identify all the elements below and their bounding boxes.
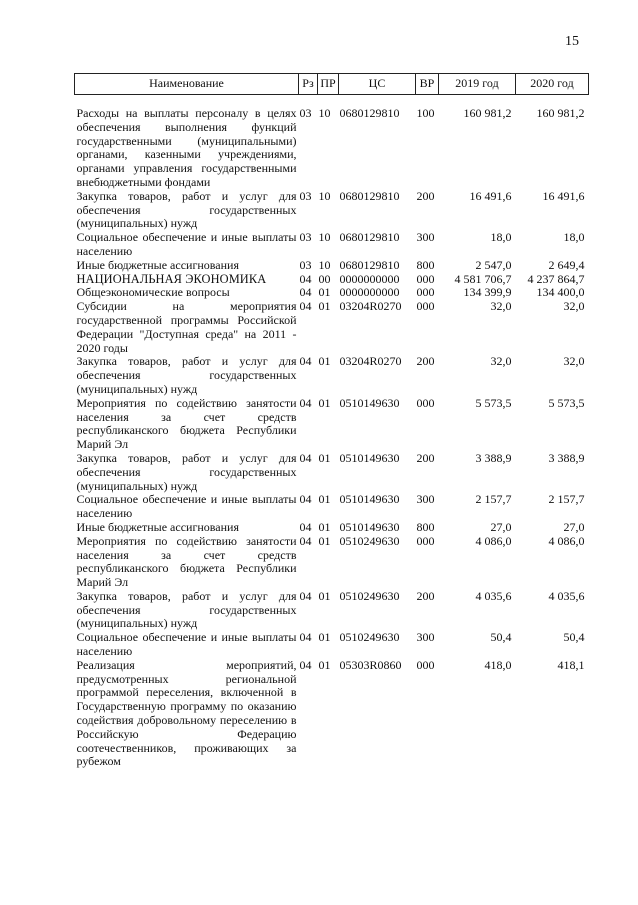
row-2019-cell: 50,4 (490, 630, 512, 645)
row-2019-cell: 4 086,0 (475, 533, 512, 548)
row-cs-cell: 0510149630 (339, 395, 400, 410)
table-row (75, 631, 589, 659)
row-cs-cell: 03204R0270 (339, 299, 402, 314)
table-row (75, 452, 589, 493)
row-name-cell: Общеэкономические вопросы (76, 285, 230, 300)
table-row (75, 535, 589, 590)
row-cs-cell: 0680129810 (339, 106, 400, 120)
table-row (75, 521, 589, 535)
table-header (75, 74, 589, 95)
row-vr-cell: 200 (416, 354, 435, 369)
row-vr-cell: 200 (416, 188, 435, 203)
row-vr-cell: 000 (416, 271, 435, 286)
row-2020-cell: 2 649,4 (548, 257, 585, 272)
row-cs-cell: 0510249630 (339, 533, 400, 548)
row-rz-cell: 04 (299, 533, 312, 548)
row-vr-cell: 200 (416, 588, 435, 603)
row-2019-cell: 3 388,9 (475, 450, 512, 465)
header-cs: ЦС (339, 74, 416, 95)
row-name-cell: Реализация мероприятий, предусмотренных региональной программой переселения, включенной в Государственную программу по оказанию содействия добровольному переселению в Российскую Федерацию соотечественников, проживающих за рубежом (76, 657, 297, 769)
row-rz-cell: 04 (299, 657, 312, 672)
row-name-cell: Закупка товаров, работ и услуг для обеспечения государственных (муниципальных) нужд (76, 450, 297, 493)
table-row (75, 397, 589, 452)
row-2019-cell: 32,0 (490, 299, 512, 314)
row-vr-cell: 000 (416, 395, 435, 410)
row-cs-cell: 0510149630 (339, 519, 400, 534)
row-rz-cell: 03 (299, 257, 312, 272)
row-name-cell: Расходы на выплаты персоналу в целях обеспечения выполнения функций государственными (муниципальными) органами, казенными учреждениями, органами управления государственными внебюджетными фондами (76, 106, 297, 189)
row-cs-cell: 05303R0860 (339, 657, 402, 672)
row-rz-cell: 04 (299, 630, 312, 645)
table-body (75, 95, 589, 770)
row-name-cell: Социальное обеспечение и иные выплаты населению (76, 230, 297, 258)
row-cs-cell: 0510149630 (339, 492, 400, 507)
row-pr-cell: 01 (318, 657, 331, 672)
row-pr-cell: 10 (318, 188, 331, 203)
row-2020-cell: 2 157,7 (548, 492, 585, 507)
row-2020-cell: 4 086,0 (548, 533, 585, 548)
row-pr-cell: 01 (318, 492, 331, 507)
row-2019-cell: 2 547,0 (475, 257, 512, 272)
row-vr-cell: 200 (416, 450, 435, 465)
row-pr-cell: 00 (318, 271, 331, 286)
row-pr-cell: 01 (318, 285, 331, 300)
row-name-cell: Иные бюджетные ассигнования (76, 519, 239, 534)
row-vr-cell: 000 (416, 285, 435, 300)
row-rz-cell: 04 (299, 354, 312, 369)
row-2019-cell: 4 581 706,7 (454, 271, 512, 286)
table-row (75, 659, 589, 769)
row-vr-cell: 300 (416, 630, 435, 645)
row-pr-cell: 10 (318, 257, 331, 272)
row-pr-cell: 10 (318, 230, 331, 245)
header-2019: 2019 год (439, 74, 516, 95)
row-pr-cell: 01 (318, 395, 331, 410)
table-row (75, 493, 589, 521)
row-cs-cell: 0510249630 (339, 588, 400, 603)
row-2020-cell: 4 237 864,7 (527, 271, 585, 286)
row-2020-cell: 27,0 (563, 519, 585, 534)
row-pr-cell: 01 (318, 533, 331, 548)
row-2020-cell: 50,4 (563, 630, 585, 645)
row-vr-cell: 000 (416, 657, 435, 672)
row-pr-cell: 01 (318, 450, 331, 465)
header-2020: 2020 год (516, 74, 589, 95)
row-pr-cell: 01 (318, 354, 331, 369)
row-2020-cell: 418,1 (557, 657, 585, 672)
row-rz-cell: 04 (299, 271, 312, 286)
row-cs-cell: 0510149630 (339, 450, 400, 465)
row-2019-cell: 418,0 (484, 657, 512, 672)
table-row (75, 190, 589, 231)
header-name: Наименование (75, 74, 299, 95)
row-name-cell: Иные бюджетные ассигнования (76, 257, 239, 272)
row-2020-cell: 16 491,6 (542, 188, 585, 203)
row-rz-cell: 04 (299, 285, 312, 300)
header-rz: Рз (299, 74, 318, 95)
row-2020-cell: 32,0 (563, 299, 585, 314)
row-name-cell: Закупка товаров, работ и услуг для обеспечения государственных (муниципальных) нужд (76, 188, 297, 231)
row-cs-cell: 0680129810 (339, 257, 400, 272)
row-pr-cell: 10 (318, 106, 331, 120)
table-row (75, 590, 589, 631)
row-pr-cell: 01 (318, 299, 331, 314)
row-2020-cell: 134 400,0 (536, 285, 585, 300)
row-2019-cell: 160 981,2 (463, 106, 512, 120)
row-2019-cell: 16 491,6 (469, 188, 512, 203)
row-2020-cell: 5 573,5 (548, 395, 585, 410)
row-cs-cell: 0680129810 (339, 188, 400, 203)
row-vr-cell: 000 (416, 299, 435, 314)
row-rz-cell: 03 (299, 106, 312, 120)
row-name-cell: Мероприятия по содействию занятости населения за счет средств республиканского бюджета Республики Марий Эл (76, 533, 297, 590)
budget-table (74, 73, 589, 769)
row-vr-cell: 800 (416, 257, 435, 272)
row-2019-cell: 4 035,6 (475, 588, 512, 603)
row-rz-cell: 03 (299, 188, 312, 203)
table-row (75, 355, 589, 396)
row-vr-cell: 000 (416, 533, 435, 548)
row-name-cell: Мероприятия по содействию занятости населения за счет средств республиканского бюджета Республики Марий Эл (76, 395, 297, 452)
table-row (75, 300, 589, 355)
table-row (75, 273, 589, 287)
row-rz-cell: 04 (299, 299, 312, 314)
row-2019-cell: 134 399,9 (463, 285, 512, 300)
row-cs-cell: 03204R0270 (339, 354, 402, 369)
row-2020-cell: 3 388,9 (548, 450, 585, 465)
row-vr-cell: 300 (416, 230, 435, 245)
row-rz-cell: 04 (299, 519, 312, 534)
table-row (75, 231, 589, 259)
row-name-cell: НАЦИОНАЛЬНАЯ ЭКОНОМИКА (76, 271, 267, 286)
row-cs-cell: 0510249630 (339, 630, 400, 645)
row-rz-cell: 03 (299, 230, 312, 245)
row-cs-cell: 0000000000 (339, 285, 400, 300)
table-row (75, 259, 589, 273)
row-2019-cell: 18,0 (490, 230, 512, 245)
row-2020-cell: 18,0 (563, 230, 585, 245)
row-pr-cell: 01 (318, 588, 331, 603)
row-rz-cell: 04 (299, 450, 312, 465)
row-vr-cell: 100 (416, 106, 435, 120)
header-pr: ПР (318, 74, 339, 95)
row-rz-cell: 04 (299, 395, 312, 410)
row-2019-cell: 32,0 (490, 354, 512, 369)
row-2019-cell: 2 157,7 (475, 492, 512, 507)
row-name-cell: Социальное обеспечение и иные выплаты населению (76, 492, 297, 521)
row-cs-cell: 0680129810 (339, 230, 400, 245)
table-row (75, 286, 589, 300)
table-row (75, 95, 589, 190)
row-2019-cell: 5 573,5 (475, 395, 512, 410)
page-number: 15 (565, 34, 579, 49)
row-pr-cell: 01 (318, 630, 331, 645)
row-cs-cell: 0000000000 (339, 271, 400, 286)
row-rz-cell: 04 (299, 492, 312, 507)
row-name-cell: Закупка товаров, работ и услуг для обеспечения государственных (муниципальных) нужд (76, 588, 297, 631)
row-name-cell: Субсидии на мероприятия государственной программы Российской Федерации "Доступная среда" на 2011 - 2020 годы (76, 299, 297, 355)
row-name-cell: Закупка товаров, работ и услуг для обеспечения государственных (муниципальных) нужд (76, 354, 297, 396)
row-2019-cell: 27,0 (490, 519, 512, 534)
row-rz-cell: 04 (299, 588, 312, 603)
row-2020-cell: 32,0 (563, 354, 585, 369)
row-vr-cell: 300 (416, 492, 435, 507)
row-vr-cell: 800 (416, 519, 435, 534)
row-2020-cell: 4 035,6 (548, 588, 585, 603)
row-2020-cell: 160 981,2 (536, 106, 585, 120)
header-vr: ВР (416, 74, 439, 95)
row-name-cell: Социальное обеспечение и иные выплаты населению (76, 630, 297, 659)
row-pr-cell: 01 (318, 519, 331, 534)
